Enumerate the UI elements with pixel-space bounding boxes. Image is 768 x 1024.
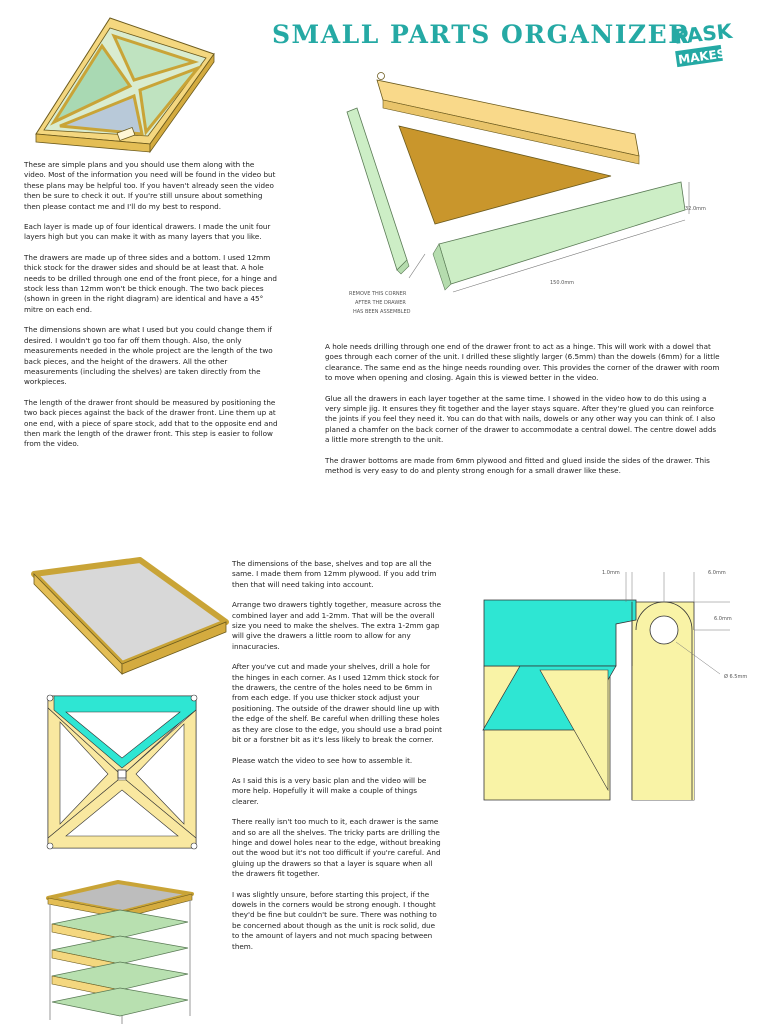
highlighted-drawer — [484, 600, 636, 666]
corner-hole — [47, 695, 53, 701]
paragraph: As I said this is a very basic plan and the video will be more help. Hopefully it will make a couple of things clearer. — [232, 775, 427, 806]
paragraph: Glue all the drawers in each layer together at the same time. I showed in the video how to do this using a very simple jig. It ensures they fit together and the layer stays square. After they're glued you can reinforce the joints if you feel they need it. You can do that with nails, dowels or any other way you can think of. I also planed a chamfer on the back corner of the drawer to accommodate a central dowel. The centre dowel adds a little more strength to the unit. — [325, 393, 717, 445]
offset-x-dimension-label: 6.0mm — [708, 570, 726, 576]
stacked-unit-illustration — [42, 878, 202, 1024]
corner-hole — [191, 843, 197, 849]
paragraph: The dimensions shown are what I used but you could change them if desired. I wouldn't go too far off them though. Also, the only measurements needed in the whole project are the length of the two back pieces, and the height of the drawers. All the other measurements (including the shelves) are taken directly from the workpieces. — [24, 325, 273, 387]
paragraph: Each layer is made up of four identical drawers. I made the unit four layers high but you can make it with as many layers that you like. — [24, 222, 271, 242]
paragraph: There really isn't too much to it, each drawer is the same and so are all the shelves. The tricky parts are drilling the hinge and dowel holes near to the edge, without breaking out the wood but it's not too difficult if you're careful. And gluing up the drawers so that a layer is square when all the drawers fit together. — [232, 817, 441, 879]
note-leader-line — [409, 254, 425, 278]
back-piece-left — [347, 108, 407, 270]
offset-y-dimension-label: 6.0mm — [714, 616, 732, 622]
drawer-parts-diagram — [335, 64, 735, 326]
assembly-text-column — [232, 559, 442, 962]
paragraph: Please watch the video to see how to assemble it. — [232, 755, 413, 765]
corner-hole — [47, 843, 53, 849]
logo-line2: MAKES — [677, 46, 727, 67]
hinge-hole — [378, 73, 385, 80]
assembled-layer-illustration — [30, 14, 220, 154]
page-title: SMALL PARTS ORGANIZER — [272, 20, 691, 49]
note-line-3: HAS BEEN ASSEMBLED — [353, 309, 411, 315]
paragraph: These are simple plans and you should use them along with the video. Most of the information you need will be found in the video but these plans may be helpful too. If you haven't already seen the video then be sure to check it out. If you're still unsure about something then please contact me and I'll do my best to respond. — [24, 160, 276, 211]
gap-dimension-label: 1.0mm — [602, 570, 620, 576]
hinge-detail-diagram — [480, 562, 760, 810]
paragraph: The length of the drawer front should be measured by positioning the two back pieces against the back of the drawer front. Line them up at one end, with a piece of spare stock, add that to the opposite end and then mark the length of the drawer front. This step is easier to follow from the video. — [24, 397, 278, 449]
drawer-layer — [52, 988, 188, 1016]
shelf-illustration — [30, 558, 230, 680]
drawer-text-column — [325, 342, 720, 486]
paragraph: The drawer bottoms are made from 6mm plywood and fitted and glued inside the sides of the drawer. This method is very easy to do and plenty strong enough for a small drawer like these. — [325, 455, 710, 476]
height-dimension-label: 32.0mm — [685, 206, 706, 212]
paragraph: After you've cut and made your shelves, drill a hole for the hinges in each corner. As I used 12mm thick stock for the drawers, the centre of the holes need to be 6mm in from each edge. If you use thicker stock adjust your positioning. The outside of the drawer should line up with the edge of the shelf. Be careful when drilling these holes as they are close to the edge, you should use a brad point bit or a forstner bit as it's less likely to break the corner. — [232, 662, 442, 745]
logo-line1: PASK — [672, 18, 734, 49]
note-line-2: AFTER THE DRAWER — [355, 300, 406, 306]
hinge-hole — [650, 616, 678, 644]
hole-dimension-label: Ø 6.5mm — [724, 674, 748, 680]
paragraph: The dimensions of the base, shelves and top are all the same. I made them from 12mm plywood. If you add trim then that will need taking into account. — [232, 559, 437, 589]
corner-hole — [191, 695, 197, 701]
length-dimension-label: 150.0mm — [550, 280, 575, 286]
paragraph: I was slightly unsure, before starting this project, if the dowels in the corners would be strong enough. I thought they'd be fine but couldn't be sure. There was nothing to be concerned about though as the unit is rock solid, due to the amount of layers and not much spacing between them. — [232, 889, 437, 951]
paragraph: A hole needs drilling through one end of the drawer front to act as a hinge. This will work with a dowel that goes through each corner of the unit. I drilled these slightly larger (6.5mm) than the dowels (6mm) for a little clearance. The same end as the hinge needs rounding over. This provides the corner of the drawer with room to move when opening and closing. Again this is viewed better in the video. — [325, 342, 720, 383]
paragraph: The drawers are made up of three sides and a bottom. I used 12mm thick stock for the drawer sides and should be at least that. A hole needs to be drilled through one end of the front piece, for a hinge and stock less than 12mm won't be thick enough. The two back pieces (shown in green in the right diagram) are identical and have a 45° mitre on each end. — [24, 252, 277, 314]
note-line-1: REMOVE THIS CORNER — [349, 291, 407, 297]
intro-text-column — [24, 160, 278, 460]
paragraph: Arrange two drawers tightly together, measure across the combined layer and add 1-2mm. That will be the overall size you need to make the shelves. The extra 1-2mm gap will give the drawers a little room to allow for any innacuracies. — [232, 600, 442, 651]
centre-dowel — [118, 770, 126, 778]
layer-top-view-diagram — [40, 688, 204, 856]
shelf-fill — [632, 630, 694, 800]
